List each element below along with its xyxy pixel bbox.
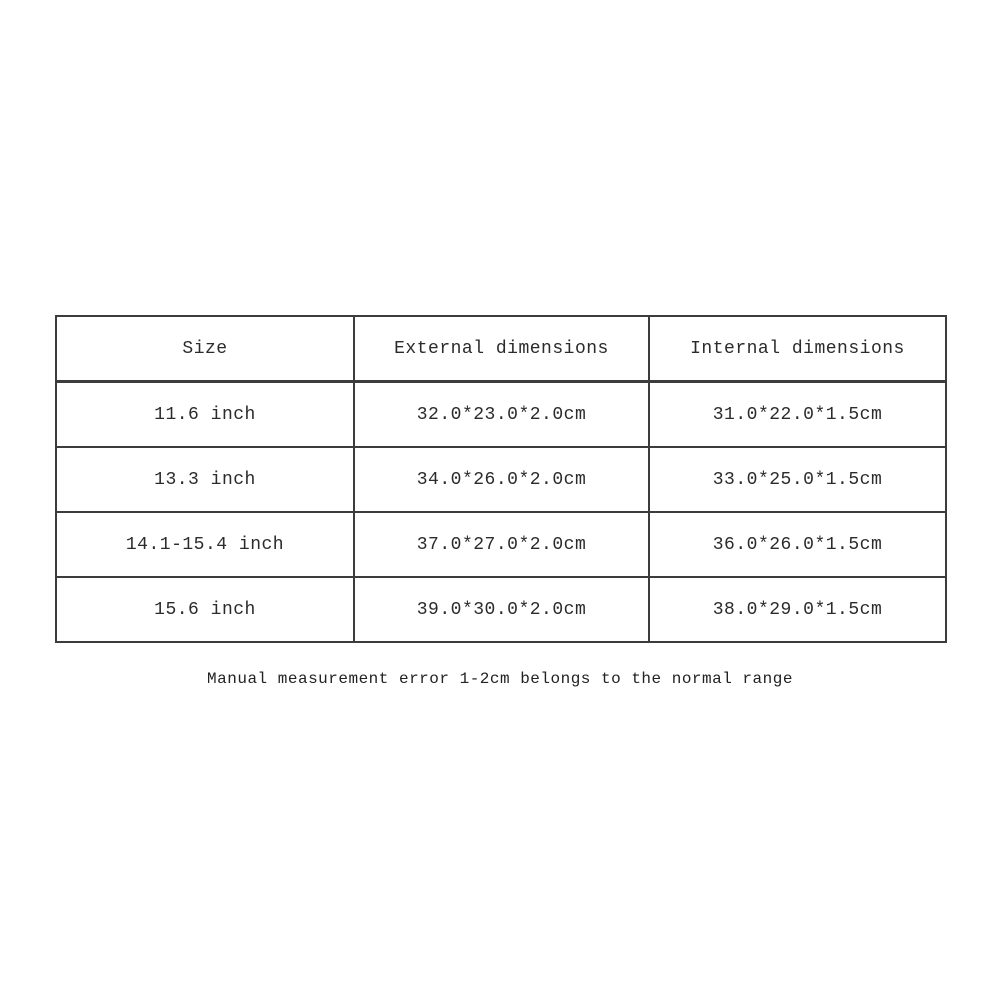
table-row — [56, 512, 946, 577]
table-header-row — [56, 316, 946, 382]
external-dimensions-cell: 37.0*27.0*2.0cm — [354, 512, 649, 577]
size-cell: 14.1-15.4 inch — [56, 512, 354, 577]
column-header-size: Size — [56, 316, 354, 382]
internal-dimensions-cell: 38.0*29.0*1.5cm — [649, 577, 946, 642]
external-dimensions-cell: 39.0*30.0*2.0cm — [354, 577, 649, 642]
external-dimensions-cell: 34.0*26.0*2.0cm — [354, 447, 649, 512]
column-header-external-dimensions: External dimensions — [354, 316, 649, 382]
internal-dimensions-cell: 31.0*22.0*1.5cm — [649, 382, 946, 448]
external-dimensions-cell: 32.0*23.0*2.0cm — [354, 382, 649, 448]
size-dimensions-table — [55, 315, 947, 643]
size-cell: 11.6 inch — [56, 382, 354, 448]
table-row — [56, 577, 946, 642]
column-header-internal-dimensions: Internal dimensions — [649, 316, 946, 382]
internal-dimensions-cell: 33.0*25.0*1.5cm — [649, 447, 946, 512]
internal-dimensions-cell: 36.0*26.0*1.5cm — [649, 512, 946, 577]
table-row — [56, 447, 946, 512]
measurement-note: Manual measurement error 1-2cm belongs to the normal range — [207, 670, 793, 688]
size-cell: 13.3 inch — [56, 447, 354, 512]
size-cell: 15.6 inch — [56, 577, 354, 642]
table-row — [56, 382, 946, 448]
